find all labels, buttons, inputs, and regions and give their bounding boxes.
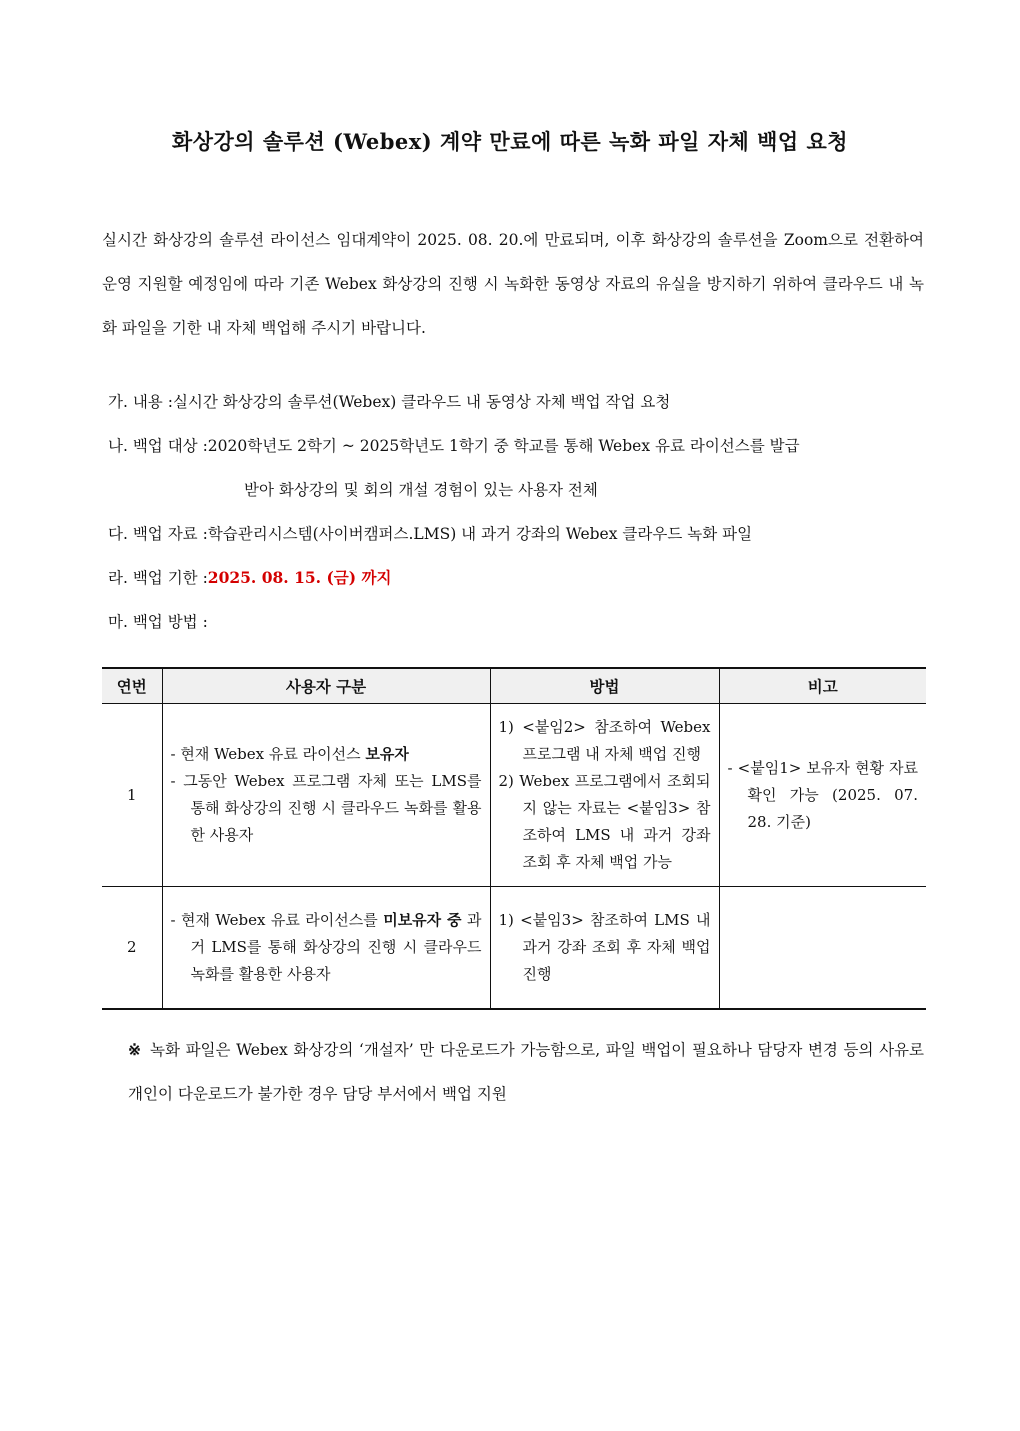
table-header-row bbox=[102, 668, 926, 704]
header-method: 방법 bbox=[490, 668, 719, 704]
user-type-emphasis: 미보유자 중 bbox=[383, 910, 462, 929]
table-row bbox=[102, 887, 926, 1009]
document-title: 화상강의 솔루션 (Webex) 계약 만료에 따른 녹화 파일 자체 백업 요청 bbox=[171, 129, 849, 154]
table-row bbox=[102, 704, 926, 887]
item-material bbox=[108, 522, 752, 544]
item-target-continued: 받아 화상강의 및 회의 개설 경험이 있는 사용자 전체 bbox=[244, 481, 598, 499]
item-content bbox=[108, 390, 670, 412]
user-type-cell bbox=[162, 887, 490, 1009]
row-number: 1 bbox=[102, 704, 162, 887]
user-type-line bbox=[171, 741, 482, 768]
item-material-value: 학습관리시스템(사이버캠퍼스.LMS) 내 과거 강좌의 Webex 클라우드 녹화 파일 bbox=[207, 525, 753, 543]
item-method bbox=[108, 610, 208, 632]
remarks-text: - <붙임1> 보유자 현황 자료 확인 가능 (2025. 07. 28. 기준) bbox=[727, 758, 918, 831]
item-deadline bbox=[108, 566, 391, 588]
item-content-value: 실시간 화상강의 솔루션(Webex) 클라우드 내 동영상 자체 백업 작업 요청 bbox=[172, 393, 671, 411]
row-number: 2 bbox=[102, 887, 162, 1009]
header-user-type: 사용자 구분 bbox=[162, 668, 490, 704]
user-type-emphasis: 보유자 bbox=[365, 745, 409, 763]
backup-method-table bbox=[102, 667, 926, 1010]
item-content-label: 가. 내용 : bbox=[108, 393, 173, 411]
footnote-text: 녹화 파일은 Webex 화상강의 ‘개설자’ 만 다운로드가 가능함으로, 파일 백업이 필요하나 담당자 변경 등의 사유로 개인이 다운로드가 불가한 경우 담당 부서에서 백업 지원 bbox=[128, 1041, 924, 1103]
reference-mark-icon: ※ bbox=[128, 1040, 141, 1059]
item-target bbox=[108, 434, 800, 456]
footnote bbox=[128, 1028, 924, 1116]
item-deadline-value: 2025. 08. 15. (금) 까지 bbox=[207, 568, 392, 587]
user-type-text: 과거 LMS를 통해 화상강의 진행 시 클라우드 녹화를 활용한 사용자 bbox=[190, 910, 482, 983]
item-target-value: 2020학년도 2학기 ~ 2025학년도 1학기 중 학교를 통해 Webex 유료 라이선스를 발급 bbox=[207, 437, 800, 455]
method-step: 2) Webex 프로그램에서 조회되지 않는 자료는 <붙임3> 참조하여 LMS 내 과거 강좌 조회 후 자체 백업 가능 bbox=[498, 772, 711, 871]
header-remarks: 비고 bbox=[719, 668, 926, 704]
remarks-cell bbox=[719, 887, 926, 1009]
user-type-text: - 현재 Webex 유료 라이선스 bbox=[170, 745, 366, 763]
header-no: 연번 bbox=[102, 668, 162, 704]
intro-paragraph: 실시간 화상강의 솔루션 라이선스 임대계약이 2025. 08. 20.에 만료되며, 이후 화상강의 솔루션을 Zoom으로 전환하여 운영 지원할 예정임에 따라 기존 Webex 화상강의 진행 시 녹화한 동영상 자료의 유실을 방지하기 위하여 클라우드 내 녹화 파일을 기한 내 자체 백업해 주시기 바랍니다. bbox=[102, 231, 924, 337]
method-cell bbox=[490, 704, 719, 887]
item-method-label: 마. 백업 방법 : bbox=[108, 613, 208, 631]
method-cell bbox=[490, 887, 719, 1009]
method-step: 1) <붙임2> 참조하여 Webex 프로그램 내 자체 백업 진행 bbox=[498, 718, 711, 763]
item-material-label: 다. 백업 자료 : bbox=[108, 525, 208, 543]
user-type-line bbox=[171, 907, 482, 988]
user-type-text: - 현재 Webex 유료 라이선스를 bbox=[170, 910, 384, 929]
method-step: 1) <붙임3> 참조하여 LMS 내 과거 강좌 조회 후 자체 백업 진행 bbox=[498, 910, 711, 983]
item-deadline-label: 라. 백업 기한 : bbox=[108, 569, 208, 587]
user-type-cell bbox=[162, 704, 490, 887]
remarks-cell bbox=[719, 704, 926, 887]
item-target-label: 나. 백업 대상 : bbox=[108, 437, 208, 455]
user-type-line: - 그동안 Webex 프로그램 자체 또는 LMS를 통해 화상강의 진행 시 클라우드 녹화를 활용한 사용자 bbox=[170, 772, 482, 844]
